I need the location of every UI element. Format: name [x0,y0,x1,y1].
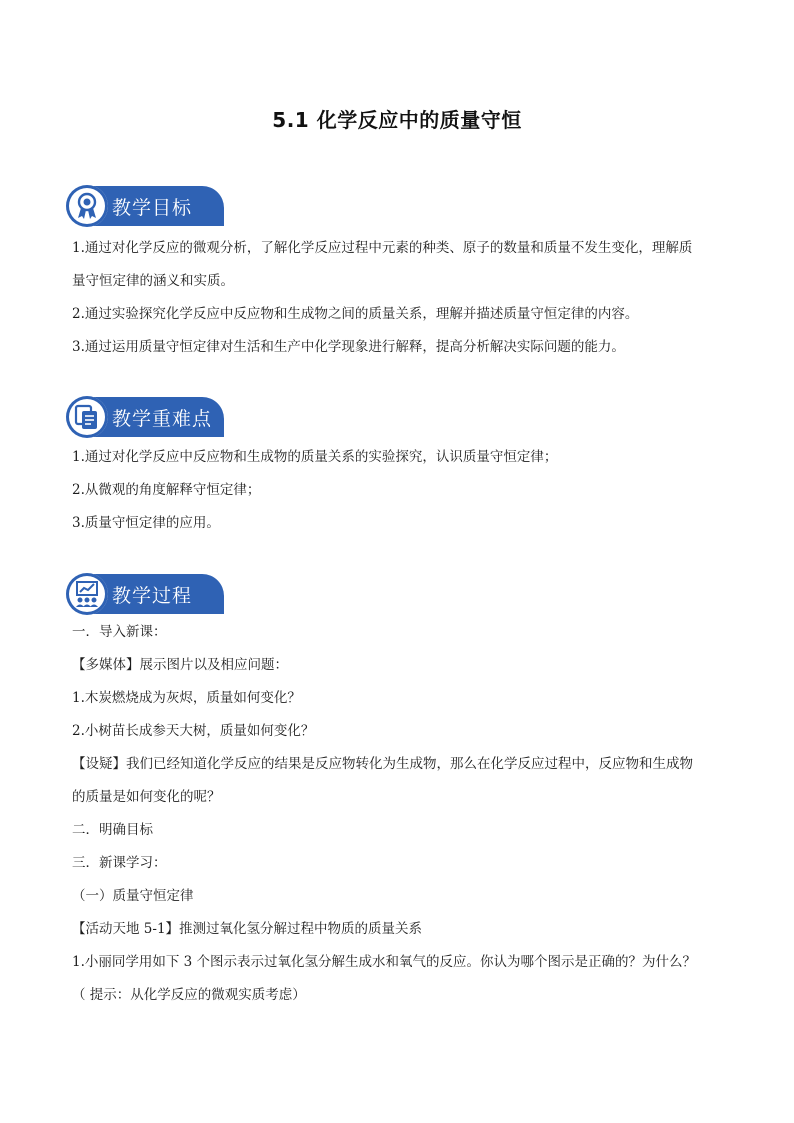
text-line: （一）质量守恒定律 [72,888,194,904]
text-line: 【多媒体】展示图片以及相应问题： [72,657,288,673]
text-line: 2.小树苗长成参天大树，质量如何变化？ [72,723,315,739]
text-line: 2.通过实验探究化学反应中反应物和生成物之间的质量关系，理解并描述质量守恒定律的内容。 [72,306,639,322]
text-line: 二．明确目标 [72,822,153,838]
text-line: 1.木炭燃烧成为灰烬，质量如何变化？ [72,690,301,706]
text-line: 一．导入新课： [72,624,167,640]
presentation-chart-icon [66,573,108,615]
section-badge-key-points [66,397,224,437]
section-label-key-points: 教学重难点 [112,408,213,430]
process-paragraph [72,616,732,1012]
goals-paragraph [72,232,732,364]
section-label-process: 教学过程 [112,585,193,607]
stacked-pages-icon [66,396,108,438]
text-line: 3.通过运用质量守恒定律对生活和生产中化学现象进行解释，提高分析解决实际问题的能力。 [72,339,625,355]
text-line: 1.通过对化学反应的微观分析，了解化学反应过程中元素的种类、原子的数量和质量不发生变化，理解质 [72,240,693,256]
text-line: 3.质量守恒定律的应用。 [72,515,220,531]
text-line: 2.从微观的角度解释守恒定律； [72,482,261,498]
section-label-goals: 教学目标 [112,197,193,219]
key-points-paragraph [72,441,732,540]
text-line: 量守恒定律的涵义和实质。 [72,273,234,289]
section-badge-process [66,574,224,614]
award-ribbon-icon [66,185,108,227]
text-line: 三．新课学习： [72,855,167,871]
text-line: 1.小丽同学用如下 3 个图示表示过氧化氢分解生成水和氧气的反应。你认为哪个图示是正确的？为什么？ [72,954,697,970]
page-title: 5.1 化学反应中的质量守恒 [272,108,522,132]
text-line: 【设疑】我们已经知道化学反应的结果是反应物转化为生成物，那么在化学反应过程中，反应物和生成物 [72,756,693,772]
text-line: 的质量是如何变化的呢？ [72,789,221,805]
text-line: （ 提示：从化学反应的微观实质考虑） [72,987,306,1003]
section-badge-goals [66,186,224,226]
text-line: 【活动天地 5-1】推测过氧化氢分解过程中物质的质量关系 [72,921,423,937]
text-line: 1.通过对化学反应中反应物和生成物的质量关系的实验探究，认识质量守恒定律； [72,449,558,465]
